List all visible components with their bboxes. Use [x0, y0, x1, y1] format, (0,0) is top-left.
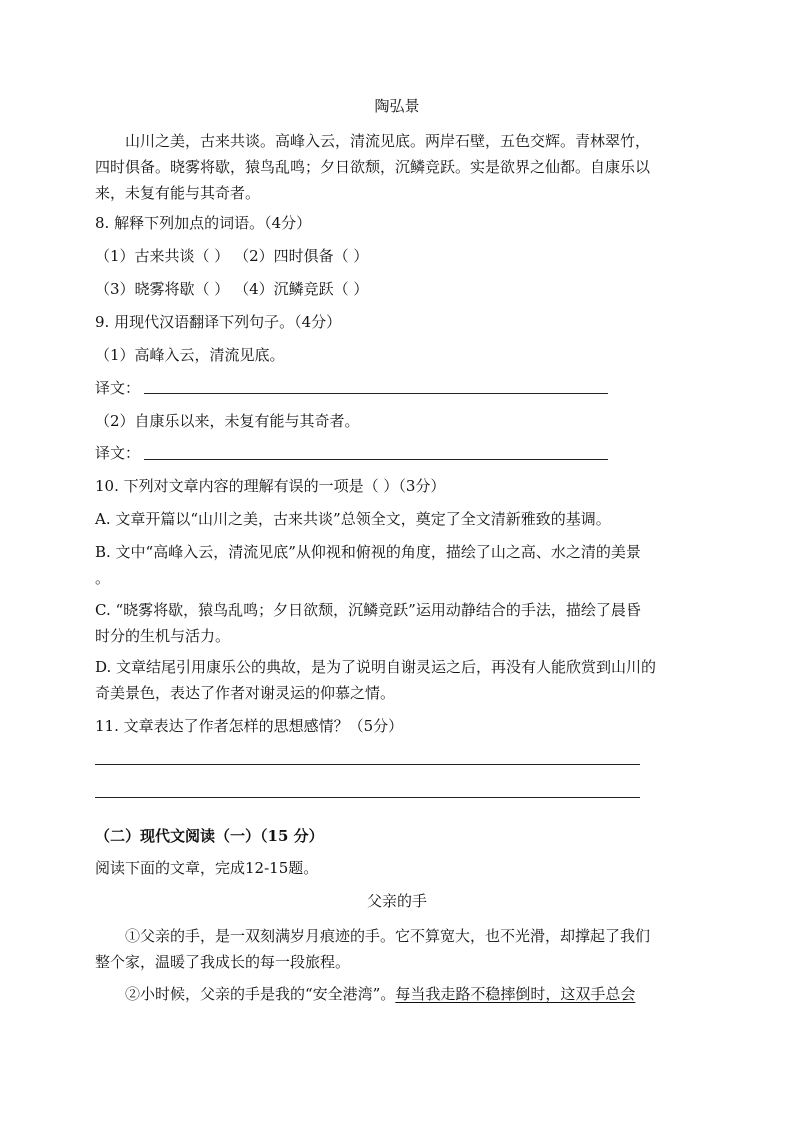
paragraph-2-line-1	[125, 984, 635, 1004]
paragraph-1-line-1: ①父亲的手，是一双刻满岁月痕迹的手。它不算宽大，也不光滑，却撑起了我们	[125, 927, 651, 945]
q9-answer-line-2[interactable]	[144, 459, 608, 460]
q10-option-d-line-1: D. 文章结尾引用康乐公的典故，是为了说明自谢灵运之后，再没有人能欣赏到山川的	[95, 658, 657, 676]
q9-translation-label-2: 译文：	[95, 444, 141, 462]
poem-line-2: 四时俱备。晓雾将歇，猿鸟乱鸣；夕日欲颓，沉鳞竞跃。实是欲界之仙都。自康乐以	[95, 158, 651, 176]
q11-answer-line-2[interactable]	[95, 797, 640, 798]
q10-prompt: 10. 下列对文章内容的理解有误的一项是（ ）（3分）	[95, 477, 446, 495]
q10-option-c-line-2: 时分的生机与活力。	[95, 627, 231, 645]
q9-prompt: 9. 用现代汉语翻译下列句子。（4分）	[95, 313, 342, 331]
article-title: 父亲的手	[366, 892, 427, 910]
q9-sentence-1: （1）高峰入云，清流见底。	[95, 346, 285, 364]
paragraph-1-line-2: 整个家，温暖了我成长的每一段旅程。	[95, 953, 351, 971]
q9-answer-line-1[interactable]	[144, 393, 608, 394]
section-heading: （二）现代文阅读（一）（15 分）	[95, 827, 324, 845]
poem-author: 陶弘景	[374, 97, 420, 115]
q10-option-b-line-2: 。	[95, 569, 111, 587]
poem-line-3: 来，未复有能与其奇者。	[95, 184, 261, 202]
section-instruction: 阅读下面的文章，完成12-15题。	[95, 859, 319, 877]
q10-option-c-line-1: C. “晓雾将歇，猿鸟乱鸣；夕日欲颓，沉鳞竞跃”运用动静结合的手法，描绘了晨昏	[95, 601, 641, 619]
poem-line-1: 山川之美，古来共谈。高峰入云，清流见底。两岸石壁，五色交辉。青林翠竹，	[125, 132, 651, 150]
q8-prompt: 8. 解释下列加点的词语。（4分）	[95, 214, 312, 232]
q9-sentence-2: （2）自康乐以来，未复有能与其奇者。	[95, 412, 360, 430]
q11-answer-line-1[interactable]	[95, 764, 640, 765]
paragraph-2-underlined-text: 每当我走路不稳摔倒时，这双手总会	[395, 985, 636, 1003]
q9-translation-label-1: 译文：	[95, 379, 141, 397]
q8-row-1: （1）古来共谈（ ） （2）四时俱备（ ）	[95, 247, 369, 265]
q11-prompt: 11. 文章表达了作者怎样的思想感情？（5分）	[95, 717, 404, 735]
q8-row-2: （3）晓雾将歇（ ） （4）沉鳞竞跃（ ）	[95, 280, 369, 298]
q10-option-d-line-2: 奇美景色，表达了作者对谢灵运的仰慕之情。	[95, 684, 396, 702]
q10-option-b-line-1: B. 文中“高峰入云，清流见底”从仰视和俯视的角度，描绘了山之高、水之清的美景	[95, 543, 641, 561]
q10-option-a: A. 文章开篇以“山川之美，古来共谈”总领全文，奠定了全文清新雅致的基调。	[95, 510, 611, 528]
paragraph-2-text: ②小时候，父亲的手是我的“安全港湾”。	[125, 985, 396, 1003]
